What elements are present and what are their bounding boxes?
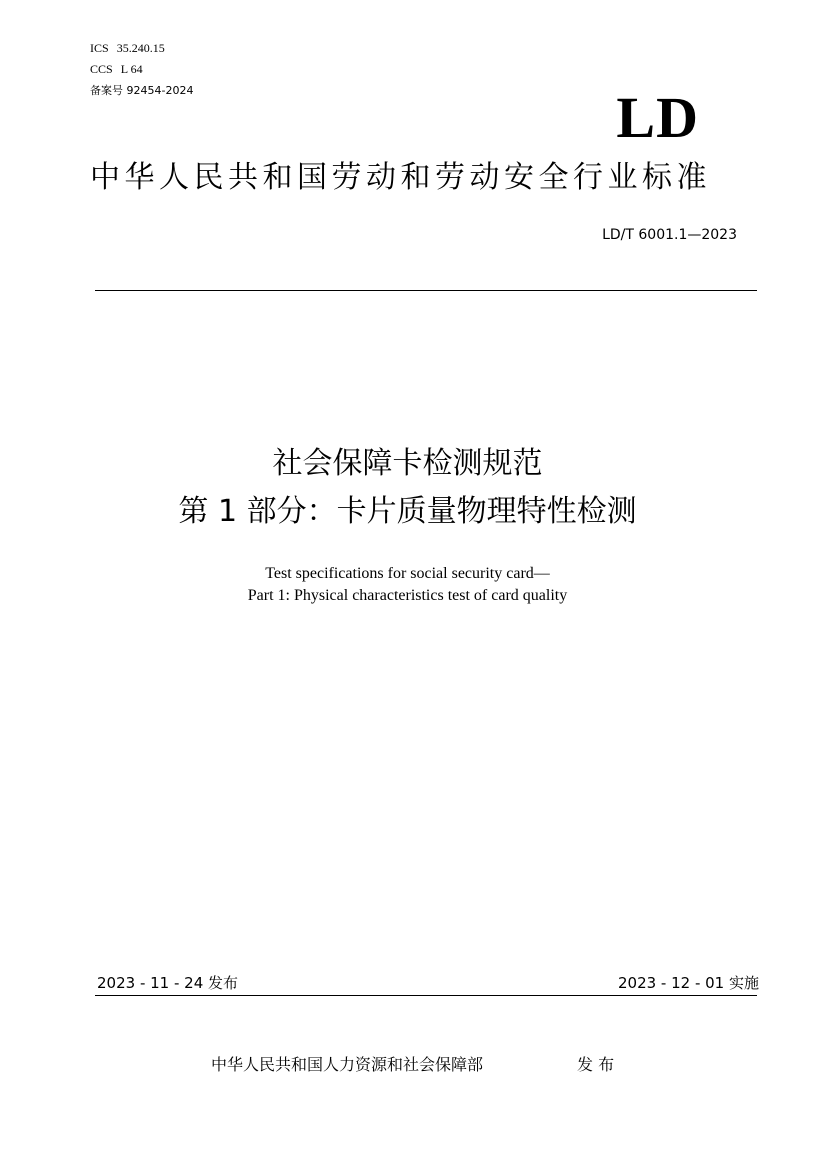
issue-date: 2023 - 11 - 24 发布 — [97, 974, 239, 992]
title-en-line2: Part 1: Physical characteristics test of card quality — [247, 587, 568, 604]
document-title-zh — [0, 442, 815, 534]
title-en-line1: Test specifications for social security card— — [265, 565, 550, 582]
standard-number: LD/T 6001.1—2023 — [602, 227, 737, 243]
bottom-divider — [95, 995, 757, 996]
publisher-action: 发 布 — [577, 1055, 615, 1074]
ics-value: 35.240.15 — [116, 41, 165, 55]
standard-mark-logo: LD — [616, 85, 699, 150]
ccs-value: L 64 — [120, 62, 143, 76]
title-zh-line2: 第 1 部分：卡片质量物理特性检测 — [178, 494, 637, 529]
top-divider — [95, 290, 757, 291]
industry-standard-title: 中华人民共和国劳动和劳动安全行业标准 — [90, 160, 711, 195]
ics-code — [90, 41, 165, 55]
title-zh-line1: 社会保障卡检测规范 — [272, 446, 543, 481]
publisher-name: 中华人民共和国人力资源和社会保障部 — [211, 1055, 484, 1074]
implementation-date: 2023 - 12 - 01 实施 — [617, 974, 759, 992]
document-title-en — [0, 563, 815, 607]
ccs-label: CCS — [90, 62, 113, 76]
ccs-code — [90, 62, 143, 76]
ics-label: ICS — [90, 41, 109, 55]
record-number: 备案号 92454-2024 — [90, 84, 194, 97]
